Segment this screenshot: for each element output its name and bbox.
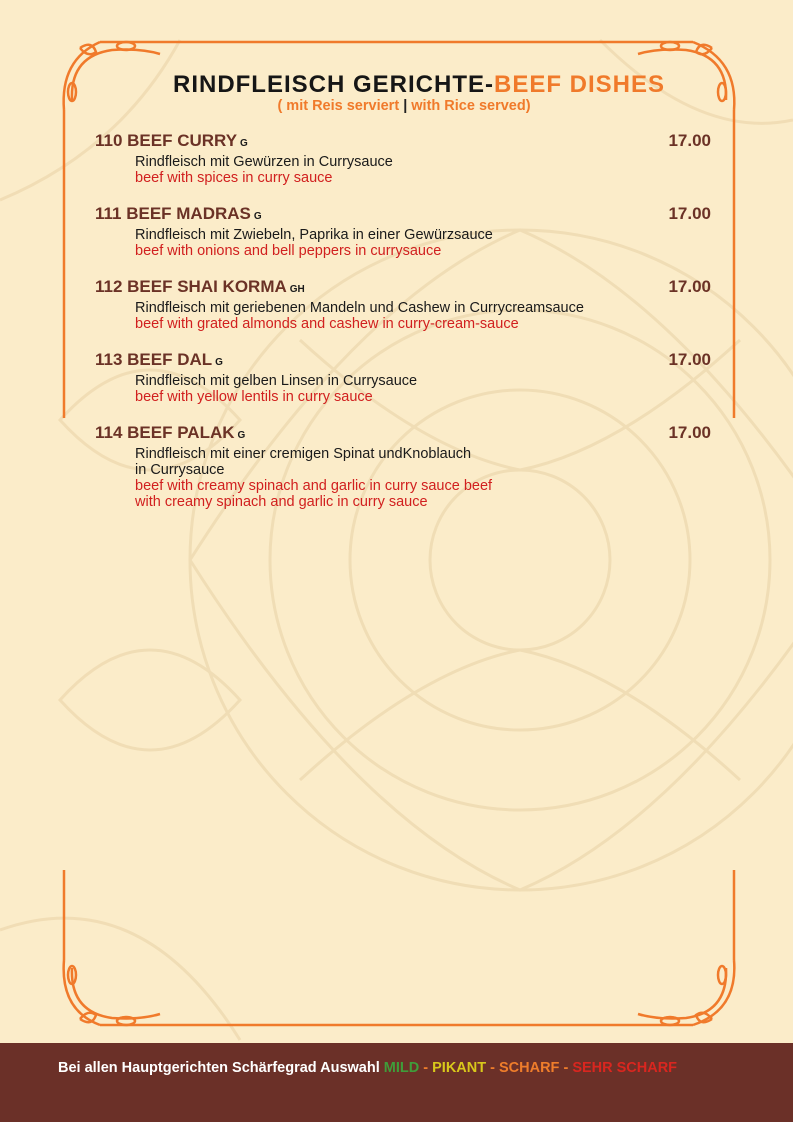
allergen-code: G bbox=[215, 357, 223, 368]
description-english: with creamy spinach and garlic in curry sauce bbox=[135, 494, 428, 510]
allergen-code: G bbox=[253, 211, 262, 222]
description-german: in Currysauce bbox=[135, 462, 225, 478]
spice-level-scharf: SCHARF bbox=[499, 1060, 560, 1076]
dish-list bbox=[95, 131, 711, 528]
dish-name: 111 BEEF MADRAS G bbox=[95, 204, 262, 223]
page-subtitle bbox=[0, 98, 793, 115]
dish-item bbox=[95, 423, 711, 510]
dish-item bbox=[95, 277, 711, 332]
dish-item bbox=[95, 131, 711, 186]
description-german: Rindfleisch mit Zwiebeln, Paprika in einer Gewürzsauce bbox=[135, 227, 493, 243]
dish-name: 113 BEEF DAL G bbox=[95, 350, 223, 369]
description-english: beef with grated almonds and cashew in curry-cream-sauce bbox=[135, 316, 519, 332]
dish-name: 112 BEEF SHAI KORMA GH bbox=[95, 277, 305, 296]
title-german: RINDFLEISCH GERICHTE- bbox=[172, 71, 494, 98]
menu-header bbox=[0, 72, 793, 115]
description-german: Rindfleisch mit geriebenen Mandeln und Cashew in Currycreamsauce bbox=[135, 300, 584, 316]
description-english: beef with spices in curry sauce bbox=[135, 170, 333, 186]
description-german: Rindfleisch mit einer cremigen Spinat undKnoblauch bbox=[135, 446, 472, 462]
description-english: beef with yellow lentils in curry sauce bbox=[135, 389, 373, 405]
dish-price: 17.00 bbox=[668, 131, 711, 150]
spice-level-mild: MILD bbox=[383, 1060, 420, 1076]
description-english: beef with onions and bell peppers in currysauce bbox=[135, 243, 442, 259]
dish-price: 17.00 bbox=[668, 350, 711, 369]
dish-item bbox=[95, 204, 711, 259]
description-german: Rindfleisch mit Gewürzen in Currysauce bbox=[135, 154, 393, 170]
dish-name: 114 BEEF PALAK G bbox=[95, 423, 246, 442]
spice-level-pikant: PIKANT bbox=[432, 1060, 487, 1076]
allergen-code: G bbox=[237, 430, 246, 441]
allergen-code: GH bbox=[289, 284, 305, 295]
spice-note-intro: Bei allen Hauptgerichten Schärfegrad Auswahl bbox=[58, 1060, 384, 1076]
page-title bbox=[0, 72, 793, 98]
description-german: Rindfleisch mit gelben Linsen in Currysauce bbox=[135, 373, 418, 389]
description-english: beef with creamy spinach and garlic in curry sauce beef bbox=[135, 478, 493, 494]
subtitle-english: with Rice served) bbox=[411, 98, 531, 114]
dish-price: 17.00 bbox=[668, 423, 711, 442]
spice-level-note: Bei allen Hauptgerichten Schärfegrad Auswahl MILD - PIKANT - SCHARF - SEHR SCHARF bbox=[58, 1060, 678, 1076]
title-english: BEEF DISHES bbox=[493, 71, 666, 98]
subtitle-separator: | bbox=[403, 98, 412, 114]
footer-bar bbox=[0, 1043, 793, 1122]
dish-item bbox=[95, 350, 711, 405]
dish-price: 17.00 bbox=[668, 204, 711, 223]
spice-level-sehr-scharf: SEHR SCHARF bbox=[572, 1060, 678, 1076]
dish-price: 17.00 bbox=[668, 277, 711, 296]
subtitle-german: ( mit Reis serviert bbox=[277, 98, 404, 114]
allergen-code: G bbox=[240, 138, 248, 149]
dish-name: 110 BEEF CURRY G bbox=[95, 131, 248, 150]
